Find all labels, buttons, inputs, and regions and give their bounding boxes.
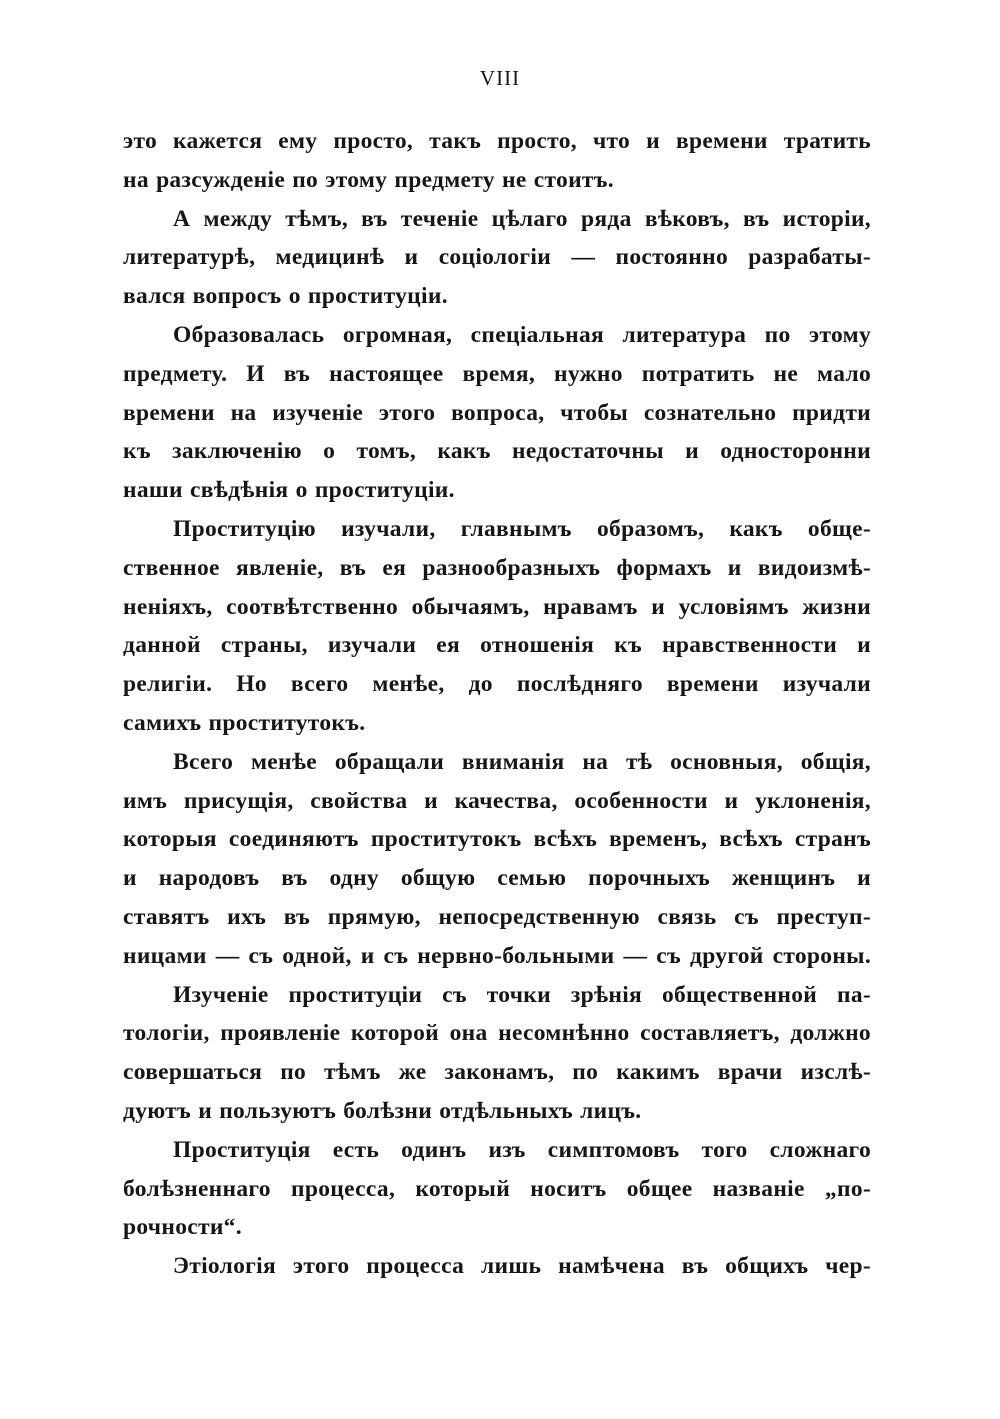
text-line: литературѣ, медицинѣ и соціологіи — постоянно разрабаты-	[123, 244, 871, 271]
paragraph-start-line: Проституцію изучали, главнымъ образомъ, какъ обще-	[173, 515, 871, 542]
text-line: къ заключенію о томъ, какъ недостаточны и односторонни	[123, 438, 871, 465]
text-line: болѣзненнаго процесса, который носитъ общее названіе „по-	[123, 1175, 871, 1202]
text-line: тологіи, проявленіе которой она несомнѣнно составляетъ, должно	[123, 1020, 871, 1047]
text-line: религіи. Но всего менѣе, до послѣдняго времени изучали	[123, 671, 871, 698]
paragraph-start-line: Образовалась огромная, спеціальная литература по этому	[173, 321, 871, 348]
text-line: данной страны, изучали ея отношенія къ нравственности и	[123, 632, 871, 659]
text-line: которыя соединяютъ проститутокъ всѣхъ временъ, всѣхъ странъ	[123, 826, 871, 853]
text-line: времени на изученіе этого вопроса, чтобы сознательно придти	[123, 399, 871, 426]
text-line: ницами — съ одной, и съ нервно-больными — съ другой стороны.	[123, 942, 871, 969]
text-line: наши свѣдѣнія о проституціи.	[123, 477, 455, 504]
text-line: и народовъ въ одну общую семью порочныхъ женщинъ и	[123, 865, 871, 892]
paragraph-start-line: А между тѣмъ, въ теченіе цѣлаго ряда вѣковъ, въ исторіи,	[173, 205, 871, 232]
text-line: дуютъ и пользуютъ болѣзни отдѣльныхъ лицъ.	[123, 1097, 642, 1124]
text-line: на разсужденіе по этому предмету не стоитъ.	[123, 166, 614, 193]
text-line: предмету. И въ настоящее время, нужно потратить не мало	[123, 360, 871, 387]
text-line: имъ присущія, свойства и качества, особенности и уклоненія,	[123, 787, 871, 814]
text-line: самихъ проститутокъ.	[123, 709, 366, 736]
paragraph-start-line: Всего менѣе обращали вниманія на тѣ основныя, общія,	[173, 748, 871, 775]
page-number: VIII	[479, 66, 521, 90]
text-line: это кажется ему просто, такъ просто, что и времени тратить	[123, 128, 871, 154]
text-line: ственное явленіе, въ ея разнообразныхъ формахъ и видоизмѣ-	[123, 554, 871, 581]
paragraph-start-line: Изученіе проституціи съ точки зрѣнія общественной па-	[173, 981, 871, 1008]
paragraph-start-line: Этіологія этого процесса лишь намѣчена въ общихъ чер-	[173, 1253, 871, 1280]
text-line: ставятъ ихъ въ прямую, непосредственную связь съ преступ-	[123, 903, 871, 930]
body-text	[123, 122, 871, 1286]
text-line: вался вопросъ о проституціи.	[123, 283, 448, 310]
paragraph-start-line: Проституція есть одинъ изъ симптомовъ того сложнаго	[173, 1136, 871, 1163]
text-line: рочности“.	[123, 1214, 242, 1241]
text-line: неніяхъ, соотвѣтственно обычаямъ, нравамъ и условіямъ жизни	[123, 593, 871, 620]
text-line: совершаться по тѣмъ же законамъ, по какимъ врачи изслѣ-	[123, 1059, 871, 1086]
